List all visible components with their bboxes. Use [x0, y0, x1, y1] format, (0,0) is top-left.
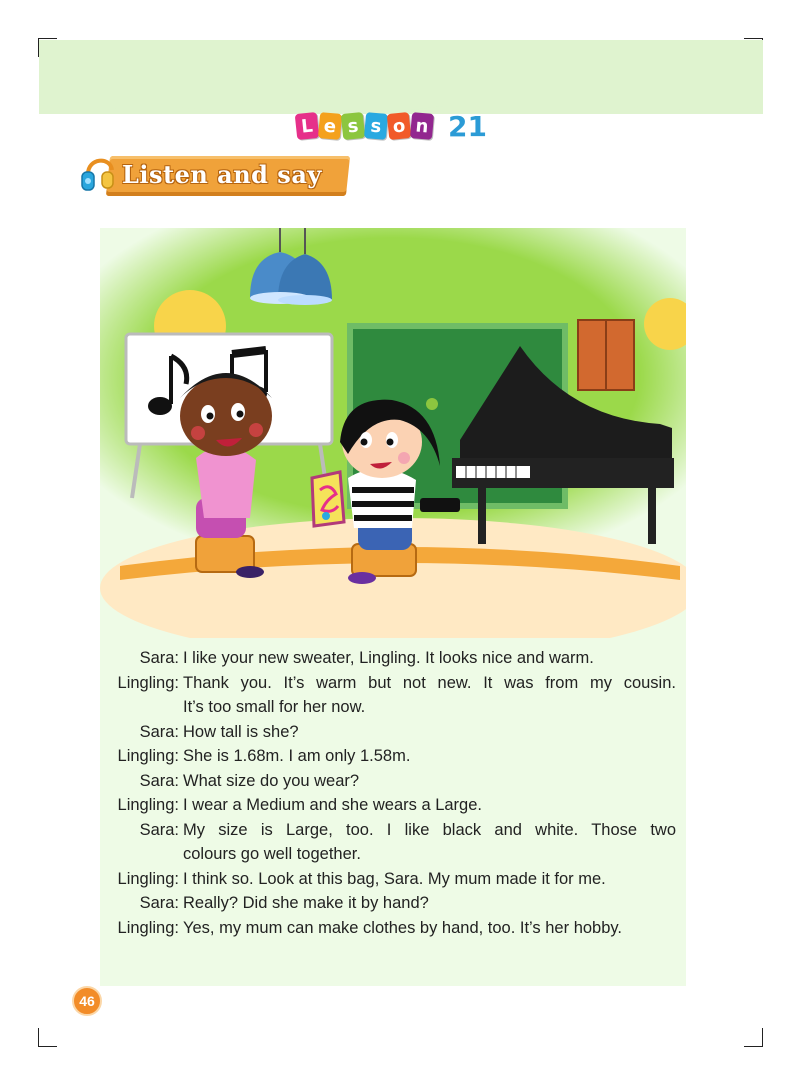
dialogue-line — [100, 671, 676, 696]
lesson-word — [296, 113, 434, 139]
section-title: Listen and say — [122, 160, 322, 189]
lesson-letter-tile: e — [318, 112, 342, 140]
utterance-text: I like your new sweater, Lingling. It looks nice and warm. — [183, 649, 594, 667]
speaker-name: Lingling: — [117, 747, 179, 765]
section-banner — [78, 150, 368, 200]
speaker-name — [100, 842, 179, 867]
speaker-name: Lingling: — [117, 796, 179, 814]
speaker-name: Lingling: — [117, 918, 179, 937]
utterance-text: Thank you. It’s warm but not new. It was from my cousin. — [183, 673, 676, 692]
lesson-number: 21 — [448, 109, 487, 143]
crayon-bag-icon — [312, 472, 344, 526]
dialogue-line — [100, 720, 676, 745]
lesson-letter-tile: s — [364, 112, 388, 140]
speaker-name: Sara: — [139, 820, 179, 839]
speaker-name: Sara: — [139, 894, 179, 912]
speaker-name: Lingling: — [117, 673, 179, 692]
speaker-name — [100, 695, 179, 720]
utterance-text: I wear a Medium and she wears a Large. — [183, 796, 482, 814]
utterance-text: Really? Did she make it by hand? — [183, 894, 429, 912]
speaker-name: Sara: — [139, 649, 179, 667]
speaker-name: Sara: — [139, 722, 179, 741]
lesson-letter-tile: s — [341, 112, 366, 140]
dialogue-line — [100, 744, 676, 769]
speaker-name: Lingling: — [117, 869, 179, 888]
lesson-letter-tile: o — [387, 112, 412, 140]
utterance-text: What size do you wear? — [183, 771, 360, 790]
page-number: 46 — [72, 986, 102, 1016]
dialogue-line — [100, 867, 676, 892]
utterance-text: colours go well together. — [183, 845, 361, 863]
utterance-text: Yes, my mum can make clothes by hand, too. It’s her hobby. — [183, 918, 623, 937]
dialogue-line — [100, 818, 676, 843]
headphone-icon — [78, 150, 118, 200]
speaker-name: Sara: — [139, 771, 179, 790]
crop-mark-bottom-left — [38, 1028, 57, 1047]
utterance-text: It’s too small for her now. — [183, 698, 366, 716]
utterance-text: I think so. Look at this bag, Sara. My mum made it for me. — [183, 869, 606, 888]
utterance-text: She is 1.68m. I am only 1.58m. — [183, 747, 411, 765]
dialogue-line — [100, 891, 676, 916]
lesson-title — [296, 106, 487, 146]
crop-mark-bottom-right — [744, 1028, 763, 1047]
utterance-text: My size is Large, too. I like black and white. Those two — [183, 820, 676, 839]
lesson-letter-tile: L — [295, 112, 320, 140]
dialogue-line — [100, 695, 676, 720]
dialogue — [100, 646, 676, 940]
dialogue-line — [100, 842, 676, 867]
lesson-letter-tile: n — [410, 112, 434, 140]
dialogue-line — [100, 916, 676, 941]
dialogue-line — [100, 793, 676, 818]
dialogue-line — [100, 769, 676, 794]
utterance-text: How tall is she? — [183, 722, 299, 741]
classroom-illustration — [100, 228, 686, 638]
dialogue-line — [100, 646, 676, 671]
